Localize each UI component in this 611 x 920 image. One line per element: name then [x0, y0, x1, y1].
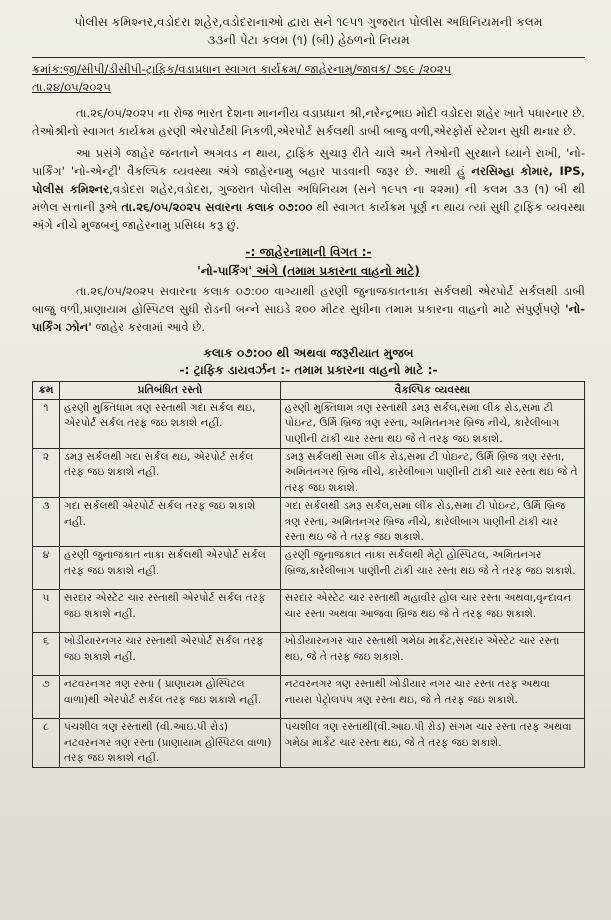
- no-parking-label: 'નો-પાર્કિંગ': [197, 264, 253, 278]
- order-text-1: આ પ્રસંગે જાહેર જનતાને અગવડ ન થાય, ટ્રાફિક સુચારૂ રીતે ચાલે અને તેઓની સુરક્ષાને ધ્યાને રાખી, 'નો-પાર્કિંગ' 'નો-એન્ટ્રી' વૈકલ્પિક વ્યવસ્થા અંગે જાહેરનામુ બહાર પાડવાની જરૂર છે. આથી હું: [32, 146, 585, 179]
- reference-date: તા.૨૪/૦૫/૨૦૨૫: [32, 80, 111, 95]
- header-serial: ક્રમ: [33, 381, 60, 399]
- restricted-road: ડમરૂ સર્કલથી ગદા સર્કલ થઇ, એરપોર્ટ સર્કલ તરફ જઇ શકાશે નહીં.: [60, 449, 281, 498]
- no-parking-zone: 'નો-પાર્કિંગ ઝોન': [32, 301, 585, 334]
- row-number: ૧: [33, 400, 60, 449]
- table-row: [33, 633, 585, 676]
- table-row: [33, 676, 585, 719]
- no-parking-heading: [32, 262, 585, 281]
- reference-block: [32, 57, 585, 97]
- no-parking-scope: અંગે (તમામ પ્રકારના વાહનો માટે): [252, 264, 420, 278]
- commissioner-name: નરસિમ્હા કોમાર, IPS, પોલીસ કમિશ્નર: [32, 164, 586, 197]
- header-alternative-route: વૈકલ્પિક વ્યવસ્થા: [280, 381, 584, 399]
- table-row: [33, 449, 585, 498]
- restricted-road: ગદા સર્કલથી એરપોર્ટ સર્કલ તરફ જઇ શકાશે નહીં.: [60, 498, 281, 547]
- order-paragraph: [32, 145, 585, 235]
- intro-paragraph: તા.૨૬/૦૫/૨૦૨૫ ના રોજ ભારત દેશના માનનીય વડાપ્રધાન શ્રી,નરેન્દ્રભાઇ મોદી વડોદરા શહેર ખાતે પધારનાર છે. તેઓશ્રીનો સ્વાગત કાર્યક્રમ હરણી એરપોર્ટથી નિકળી,એરપોર્ટ સર્કલથી ડાબી બાજુ વળી,એરફોર્સ સ્ટેશન સુધી થનાર છે.: [32, 106, 585, 139]
- restricted-road: સરદાર એસ્ટેટ ચાર રસ્તાથી એરપોર્ટ સર્કલ તરફ જઇ શકાશે નહીં.: [60, 590, 281, 633]
- row-number: ૬: [33, 633, 60, 676]
- order-text-2: ,વડોદરા શહેર,વડોદરા, ગુજરાત પોલીસ અધિનિયમ (સને ૧૯૫૧ ના ૨૨મા) ની કલમ ૩૩ (૧) બી થી મળેલ સત્તાની રૂએ: [32, 182, 585, 215]
- restricted-road: હરણી જુનાજકાત નાકા સર્કલથી એરપોર્ટ સર્કલ તરફ જઇ શકાશે નહીં.: [60, 547, 281, 590]
- no-parking-paragraph: [32, 283, 585, 337]
- no-parking-text-1: તા.૨૬/૦૫/૨૦૨૫ સવારના કલાક ૦૭:૦૦ વાગ્યાથી હરણી જુનાજકાતનાકા સર્કલથી એરપોર્ટ સર્કલથી ડાબી બાજુ વળી,પ્રાણાયામ હોસ્પિટલ સુધી રોડની બન્ને સાઇડે ૨૦૦ મીટર સુધીના તમામ પ્રકારના વાહનો માટે સંપુર્ણપણે: [32, 283, 585, 316]
- alternative-route: નટવરનગર ત્રણ રસ્તાથી ખોડીયાર નગર ચાર રસ્તા તરફ અથવા નાયરા પેટ્રોલપંપ ત્રણ રસ્તા થઇ, જે તે તરફ જઇ શકાશે.: [280, 676, 584, 719]
- restricted-road: હરણી મુક્તિધામ ત્રણ રસ્તાથી ગદા સર્કલ થઇ, એરપોર્ટ સર્કલ તરફ જઇ શકાશે નહીં.: [60, 400, 281, 449]
- alternative-route: હરણી જુનાજકાત નાકા સર્કલથી મેટ્રો હોસ્પિટલ, અમિતનગર બ્રિજ,કારેલીબાગ પાણીની ટાંકી ચાર રસ્તા થઇ જે તે તરફ જઇ શકાશે.: [280, 547, 584, 590]
- table-row: [33, 590, 585, 633]
- restricted-road: નટવરનગર ત્રણ રસ્તા ( પ્રાણાયમ હોસ્પિટલ વાળા)થી એરપોર્ટ સર્કલ તરફ જઇ શકાશે નહીં.: [60, 676, 281, 719]
- alternative-route: પંચશીલ ત્રણ રસ્તાથી(વી.આઇ.પી રોડ) સંગમ ચાર રસ્તા તરફ અથવા ગમેઠા માર્કેટ ચાર રસ્તા થઇ, જે તે તરફ જઇ શકાશે.: [280, 719, 584, 768]
- row-number: ૩: [33, 498, 60, 547]
- row-number: ૫: [33, 590, 60, 633]
- restricted-road: ખોડીયારનગર ચાર રસ્તાથી એરપોર્ટ સર્કલ તરફ જઇ શકાશે નહીં.: [60, 633, 281, 676]
- order-effective-time: તા.૨૬/૦૫/૨૦૨૫ સવારના કલાક ૦૭:૦૦: [121, 200, 313, 215]
- row-number: ૭: [33, 676, 60, 719]
- header-restricted-road: પ્રતિબંધિત રસ્તો: [60, 381, 281, 399]
- restricted-road: પંચશીલ ત્રણ રસ્તાથી (વી.આઇ.પી રોડ) નટવરનગર ત્રણ રસ્તા (પ્રાણાયામ હોસ્પિટલ વાળા) તરફ જઇ શકાશે નહીં.: [60, 719, 281, 768]
- alternative-route: ડમરૂ સર્કલથી સમા લીંક રોડ,સમા ટી પોઇન્ટ, ઉર્મિ બ્રિજ ત્રણ રસ્તા, અમિતનગર બ્રિજ નીચે, કારેલીબાગ પાણીની ટાંકી ચાર રસ્તા થઇ જે તે તરફ જઇ શકાશે.: [280, 449, 584, 498]
- order-text-3: થી સ્વાગત કાર્યક્રમ પૂર્ણ ન થાય ત્યાં સુધી ટ્રાફિક વ્યવસ્થા અંગે નીચે મુજબનું જાહેરનામુ પ્રસિધ્ધ કરૂ છું.: [32, 200, 585, 233]
- alternative-route: હરણી મુક્તિધામ ત્રણ રસ્તાથી ડમરૂ સર્કલ,સમા લીંક રોડ,સમા ટી પોઇન્ટ, ઉર્મિ બ્રિજ ત્રણ રસ્તા, અમિતનગર બ્રિજ નીચે, કારેલીબાગ પાણીની ટાંકી ચાર રસ્તા થઇ જે તે તરફ જઇ શકાશે.: [280, 400, 584, 449]
- row-number: ૪: [33, 547, 60, 590]
- table-row: [33, 547, 585, 590]
- diversion-table: [32, 381, 585, 769]
- document-header: [32, 14, 585, 49]
- alternative-route: ખોડીયારનગર ચાર રસ્તાથી ગમેઠા માર્કેટ,સરદાર એસ્ટેટ ચાર રસ્તા થઇ, જે તે તરફ જઇ શકાશે.: [280, 633, 584, 676]
- header-title-line-1: પોલીસ કમિશ્નર,વડોદરા શહેર,વડોદરાનાઓ દ્વારા સને ૧૯૫૧ ગુજરાત પોલીસ અધિનિયમની કલમ: [74, 15, 543, 29]
- table-row: [33, 719, 585, 768]
- no-parking-text-2: જાહેર કરવામાં આવે છે.: [91, 319, 206, 334]
- row-number: ૮: [33, 719, 60, 768]
- row-number: ૨: [33, 449, 60, 498]
- table-row: [33, 498, 585, 547]
- diversion-time: કલાક ૦૭:૦૦ થી અથવા જરૂરીયાત મુજબ: [203, 345, 414, 360]
- table-header-row: [33, 381, 585, 399]
- header-title-line-2: ૩૩ની પેટા કલમ (૧) (બી) હેઠળનો નિયમ: [207, 32, 410, 47]
- table-row: [33, 400, 585, 449]
- alternative-route: ગદા સર્કલથી ડમરૂ સર્કલ,સમા લીંક રોડ,સમા ટી પોઇન્ટ, ઉર્મિ બ્રિજ ત્રણ રસ્તા, અમિતનગર બ્રિજ નીચે, કારેલીબાગ પાણીની ટાંકી ચાર રસ્તા થઇ જે તે તરફ જઇ શકાશે.: [280, 498, 584, 547]
- alternative-route: સરદાર એસ્ટેટ ચાર રસ્તાથી મહાવીર હોલ ચાર રસ્તા અથવા,વૃન્દાવન ચાર રસ્તા અથવા આજવા બ્રિજ થઇ જે તે તરફ જઇ શકાશે.: [280, 590, 584, 633]
- notification-heading: -: જાહેરનામાની વિગત :-: [245, 245, 372, 260]
- diversion-title: -: ટ્રાફિક ડાયવર્ઝન :- તમામ પ્રકારના વાહનો માટે :-: [179, 362, 438, 377]
- diversion-heading: [32, 345, 585, 379]
- reference-number: ક્રમાંક:જી/સીપી/ડીસીપી-ટ્રાફિક/વડાપ્રધાન સ્વાગત કાર્યક્રમ/ જાહેરનામુ/જાવક/ ૭૬૯ /૨૦૨૫: [32, 62, 452, 77]
